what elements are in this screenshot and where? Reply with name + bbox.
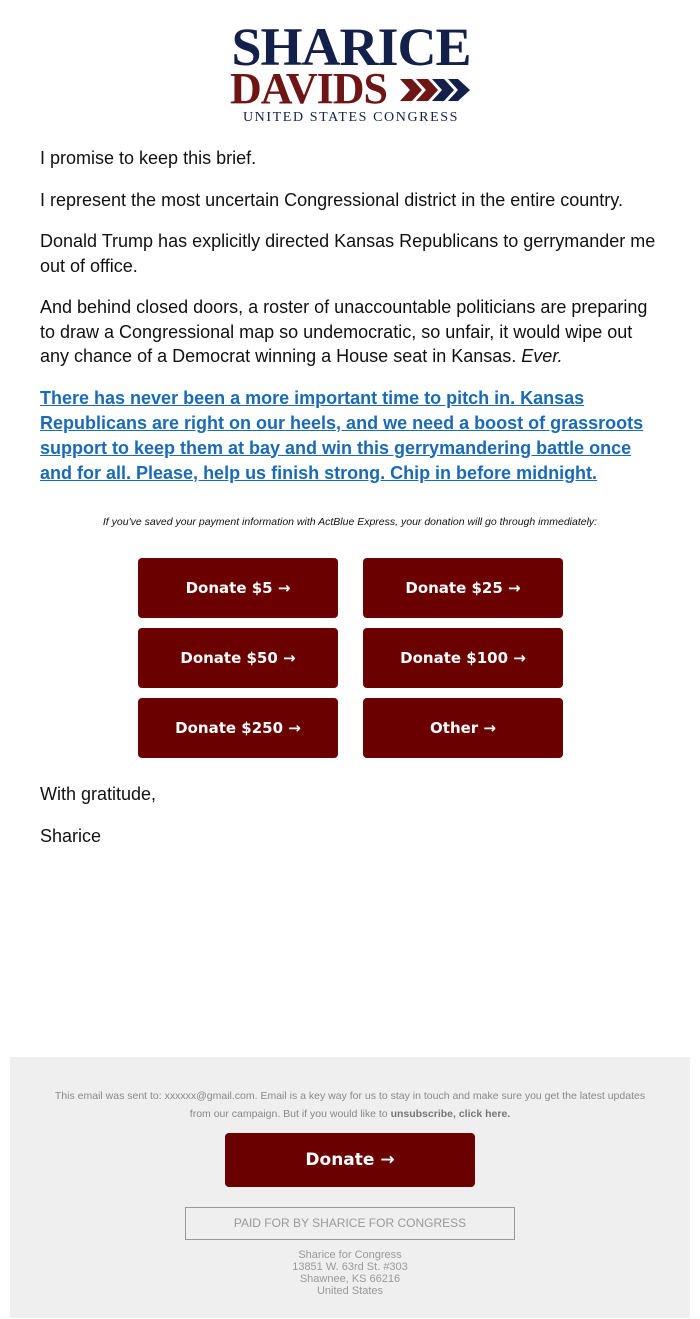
donate-50-button[interactable]: Donate $50 → <box>138 628 338 688</box>
logo-tagline: UNITED STATES CONGRESS <box>242 110 460 125</box>
address-line-4: United States <box>316 1285 384 1297</box>
signoff <box>40 782 660 865</box>
signoff-name: Sharice <box>40 825 102 846</box>
logo-last-name: DAVIDS <box>230 64 388 113</box>
unsubscribe-link[interactable]: unsubscribe, click here. <box>390 1108 511 1120</box>
logo-last-name-row <box>230 64 474 113</box>
footer <box>10 1057 690 1318</box>
footer-sent-suffix: . Email is a key way for us to stay in touch and make sure you get the latest updates from our campaign. But if you would like to <box>189 1090 646 1120</box>
donate-100-button[interactable]: Donate $100 → <box>363 628 563 688</box>
paid-for-disclaimer: PAID FOR BY SHARICE FOR CONGRESS <box>185 1207 515 1240</box>
donate-5-button[interactable]: Donate $5 → <box>138 558 338 618</box>
donation-cta-link[interactable]: There has never been a more important time to pitch in. Kansas Republicans are right on our heels, and we need a boost of grassroots support to keep them at bay and win this gerrymandering battle once and for all. Please, help us finish strong. Chip in before midnight. <box>40 387 644 483</box>
paragraph-4 <box>40 295 664 369</box>
mailing-address <box>250 1249 450 1297</box>
logo-first-name: SHARICE <box>231 17 471 77</box>
footer-donate-button[interactable]: Donate → <box>225 1133 475 1187</box>
donate-25-button[interactable]: Donate $25 → <box>363 558 563 618</box>
footer-email: xxxxxx@gmail.com <box>164 1090 255 1102</box>
actblue-express-note: If you've saved your payment information with ActBlue Express, your donation will go through immediately: <box>102 516 598 528</box>
email-body <box>40 146 664 486</box>
footer-sent-prefix: This email was sent to: <box>54 1090 165 1102</box>
paragraph-1: I promise to keep this brief. <box>40 148 257 168</box>
paragraph-2: I represent the most uncertain Congressional district in the entire country. <box>40 189 623 210</box>
signoff-closing: With gratitude, <box>40 784 157 804</box>
paragraph-3: Donald Trump has explicitly directed Kansas Republicans to gerrymander me out of office. <box>40 231 656 276</box>
campaign-logo <box>228 17 474 128</box>
address-line-3: Shawnee, KS 66216 <box>299 1273 401 1285</box>
paragraph-4-emphasis: Ever. <box>521 346 563 366</box>
footer-disclaimer <box>50 1087 650 1123</box>
donate-250-button[interactable]: Donate $250 → <box>138 698 338 758</box>
address-line-2: 13851 W. 63rd St. #303 <box>292 1261 408 1273</box>
paragraph-4-text: And behind closed doors, a roster of unaccountable politicians are preparing to draw a Congressional map so undemocratic, so unfair, it would wipe out any chance of a Democrat winning a House seat in Kansas. <box>40 297 648 366</box>
donate-other-button[interactable]: Other → <box>363 698 563 758</box>
address-line-1: Sharice for Congress <box>298 1249 402 1261</box>
arrows-icon <box>400 79 472 101</box>
